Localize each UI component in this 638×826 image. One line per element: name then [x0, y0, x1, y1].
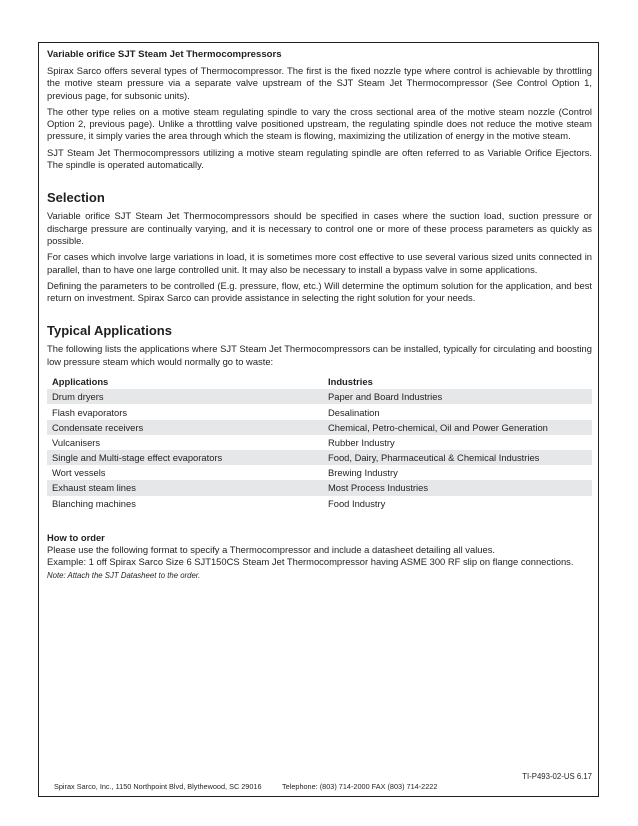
selection-paragraph: Variable orifice SJT Steam Jet Thermocompressors should be specified in cases where the suction load, suction pressure or discharge pressure are continually varying, and it is necessary to control one or more of these process parameters as quickly as possible.: [47, 210, 592, 246]
application-cell: Condensate receivers: [47, 420, 323, 435]
industry-cell: Most Process Industries: [323, 480, 592, 495]
industry-cell: Food, Dairy, Pharmaceutical & Chemical Industries: [323, 450, 592, 465]
intro-paragraph: The other type relies on a motive steam regulating spindle to vary the cross sectional area of the motive steam nozzle (Control Option 2, previous page). Unlike a throttling valve positioned upstream, the regulating spindle does not reduce the motive steam pressure, it simply varies the area through which the steam is flowing, maximizing the utilization of energy in the motive steam.: [47, 105, 592, 142]
application-cell: Single and Multi-stage effect evaporators: [47, 450, 323, 465]
order-note: Note: Attach the SJT Datasheet to the order.: [47, 570, 201, 580]
selection-paragraph: Defining the parameters to be controlled (E.g. pressure, flow, etc.) Will determine the optimum solution for the application, and best return on investment. Spirax Sarco can provide assistance in selecting the right solution for your needs.: [47, 279, 592, 304]
industry-cell: Chemical, Petro-chemical, Oil and Power Generation: [323, 420, 592, 435]
selection-paragraph: For cases which involve large variations in load, it is sometimes more cost effective to use several various sized units connected in parallel, than to have one large controlled unit. It may also be necessary to install a bypass valve in some applications.: [47, 251, 592, 275]
document-number: TI-P493-02-US 6.17: [522, 772, 592, 781]
table-row: [47, 465, 592, 480]
table-row: [47, 435, 592, 450]
column-header-industries: Industries: [328, 376, 373, 388]
table-row: [47, 450, 592, 465]
intro-paragraph: Spirax Sarco offers several types of Thermocompressor. The first is the fixed nozzle type where control is achievable by throttling the motive steam pressure via a separate valve upstream of the SJT Steam Jet Thermocompressor (See Control Option 1, previous page, for subsonic units).: [47, 65, 592, 101]
how-to-order-example: Example: 1 off Spirax Sarco Size 6 SJT150CS Steam Jet Thermocompressor having ASME 300 RF slip on flange connections.: [47, 556, 574, 568]
table-row: [47, 420, 592, 435]
page-content: [47, 48, 592, 581]
application-cell: Drum dryers: [47, 389, 323, 404]
application-cell: Blanching machines: [52, 497, 136, 509]
intro-paragraph: SJT Steam Jet Thermocompressors utilizing a motive steam regulating spindle are often referred to as Variable Orifice Ejectors. The spindle is operated automatically.: [47, 146, 592, 171]
industry-cell: Brewing Industry: [328, 467, 398, 479]
industry-cell: Rubber Industry: [328, 436, 395, 448]
table-header-row: [47, 374, 592, 389]
table-row: [47, 480, 592, 495]
application-cell: Exhaust steam lines: [47, 480, 323, 495]
applications-heading: Typical Applications: [47, 323, 172, 339]
how-to-order-heading: How to order: [47, 531, 105, 543]
applications-table: [47, 374, 592, 511]
footer-phone: Telephone: (803) 714-2000 FAX (803) 714-2222: [282, 782, 438, 791]
industry-cell: Desalination: [328, 406, 380, 418]
how-to-order-instruction: Please use the following format to specify a Thermocompressor and include a datasheet detailing all values.: [47, 544, 495, 556]
application-cell: Wort vessels: [52, 467, 106, 479]
table-row: [47, 389, 592, 404]
footer-address: Spirax Sarco, Inc., 1150 Northpoint Blvd, Blythewood, SC 29016: [54, 782, 262, 791]
industry-cell: Food Industry: [328, 497, 386, 509]
intro-heading: Variable orifice SJT Steam Jet Thermocompressors: [47, 49, 282, 60]
table-row: [47, 496, 592, 511]
column-header-applications: Applications: [52, 376, 109, 388]
table-row: [47, 404, 592, 419]
industry-cell: Paper and Board Industries: [323, 389, 592, 404]
selection-heading: Selection: [47, 190, 105, 206]
application-cell: Flash evaporators: [52, 406, 128, 418]
application-cell: Vulcanisers: [52, 436, 101, 448]
applications-intro: The following lists the applications where SJT Steam Jet Thermocompressors can be installed, typically for circulating and boosting low pressure steam which would normally go to waste:: [47, 343, 592, 367]
